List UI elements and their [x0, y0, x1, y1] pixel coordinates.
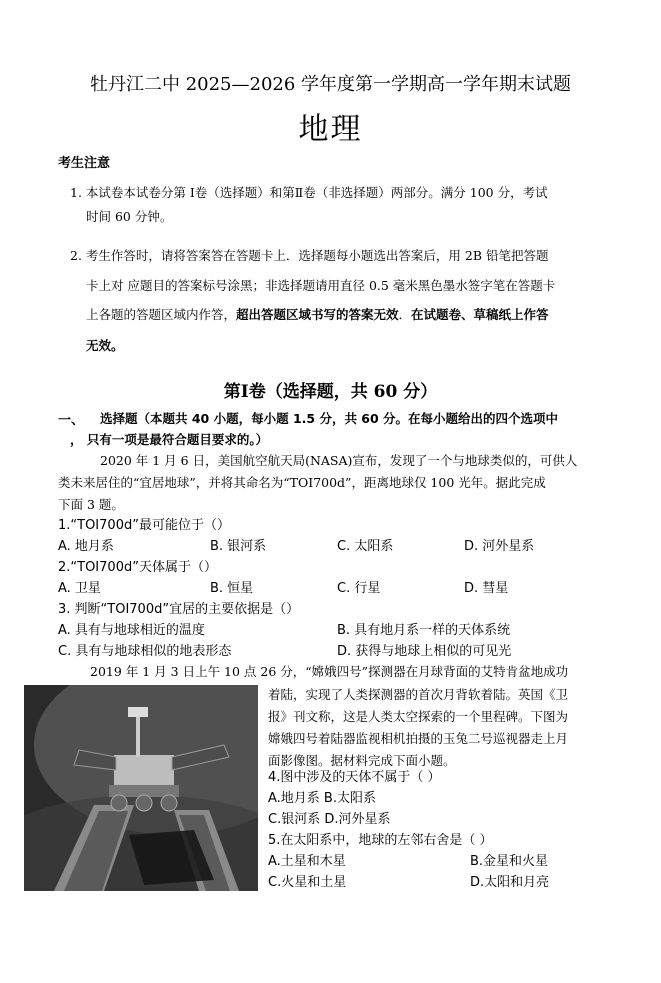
question-4-options-cd: C.银河系 D.河外星系 [268, 812, 391, 827]
notice-item-2-line-2: 卡上对 应题目的答案标号涂黑；非选择题请用直径 0.5 毫米黑色墨水签字笔在答题卡 [86, 278, 556, 293]
question-3-option-c: C. 具有与地球相似的地表形态 [58, 644, 232, 659]
passage-1-line-3: 下面 3 题。 [58, 497, 124, 512]
question-3-option-b: B. 具有地月系一样的天体系统 [337, 623, 511, 638]
passage-2-line-4: 嫦娥四号着陆器监视相机拍摄的玉兔二号巡视器走上月 [268, 731, 569, 746]
section-instruction-line-2: ， 只有一项是最符合题目要求的。） [70, 432, 269, 447]
question-3-stem: 3. 判断“TOI700d”宜居的主要依据是（） [58, 602, 300, 617]
question-5-option-c: C.火星和土星 [268, 875, 347, 890]
notice-bold-warning-3: 无效。 [86, 338, 124, 353]
question-2-option-b: B. 恒星 [210, 581, 254, 596]
notice-separator: ． [398, 307, 412, 322]
question-2-stem: 2.“TOI700d”天体属于（） [58, 560, 217, 575]
question-1-option-b: B. 银河系 [210, 539, 267, 554]
passage-2-line-2: 着陆，实现了人类探测器的首次月背软着陆。英国《卫 [268, 687, 569, 702]
question-1-option-a: A. 地月系 [58, 539, 114, 554]
question-5-stem: 5.在太阳系中，地球的左邻右舍是（ ） [268, 833, 493, 848]
passage-2-line-3: 报》刊文称，这是人类太空探索的一个里程碑。下图为 [268, 709, 569, 724]
question-5-option-d: D.太阳和月亮 [470, 875, 550, 890]
question-5-option-b: B.金星和火星 [470, 854, 549, 869]
exam-title: 牡丹江二中 2025—2026 学年度第一学期高一学年期末试题 [89, 74, 572, 95]
question-2-option-c: C. 行星 [337, 581, 381, 596]
question-1-option-c: C. 太阳系 [337, 539, 394, 554]
question-2-option-a: A. 卫星 [58, 581, 101, 596]
passage-1-line-1: 2020 年 1 月 6 日，美国航空航天局(NASA)宣布，发现了一个与地球类似的，可供人 [100, 453, 578, 468]
notice-item-1-line-2: 时间 60 分钟。 [86, 209, 173, 224]
notice-item-2-line-1: 2. 考生作答时，请将答案答在答题卡上．选择题每小题选出答案后，用 2B 铅笔把答题 [70, 248, 549, 263]
notice-item-2-text: 上各题的答题区域内作答， [86, 307, 237, 322]
question-4-stem: 4.图中涉及的天体不属于（ ） [268, 770, 441, 785]
passage-2-line-1: 2019 年 1 月 3 日上午 10 点 26 分，“嫦娥四号”探测器在月球背面的艾特肯盆地成功 [90, 664, 569, 679]
section-title: 第Ⅰ卷（选择题，共 60 分） [223, 382, 438, 402]
notice-bold-warning-1: 超出答题区域书写的答案无效 [236, 307, 399, 322]
question-3-option-d: D. 获得与地球上相似的可见光 [337, 644, 512, 659]
lunar-rover-photo [24, 685, 258, 891]
question-1-option-d: D. 河外星系 [464, 539, 535, 554]
question-3-option-a: A. 具有与地球相近的温度 [58, 623, 205, 638]
question-2-option-d: D. 彗星 [464, 581, 509, 596]
notice-item-2-line-3 [86, 305, 549, 323]
passage-2-line-5: 面影像图。据材料完成下面小题。 [268, 753, 456, 768]
subject-title: 地理 [298, 112, 363, 147]
notice-heading: 考生注意 [58, 156, 111, 171]
notice-item-1-line-1: 1. 本试卷本试卷分第 Ⅰ卷（选择题）和第Ⅱ卷（非选择题）两部分。满分 100 分，考试 [70, 185, 548, 200]
passage-1-line-2: 类未来居住的“宜居地球”，并将其命名为“TOI700d”，距离地球仅 100 光年。据此完成 [58, 475, 546, 490]
question-4-options-ab: A.地月系 B.太阳系 [268, 791, 376, 806]
notice-bold-warning-2: 在试题卷、草稿纸上作答 [411, 307, 549, 322]
question-1-stem: 1.“TOI700d”最可能位于（） [58, 518, 230, 533]
part-number: 一、 [58, 413, 85, 428]
question-5-option-a: A.土星和木星 [268, 854, 346, 869]
section-instruction-line-1: 选择题（本题共 40 小题，每小题 1.5 分，共 60 分。在每小题给出的四个选项中 [100, 411, 559, 426]
